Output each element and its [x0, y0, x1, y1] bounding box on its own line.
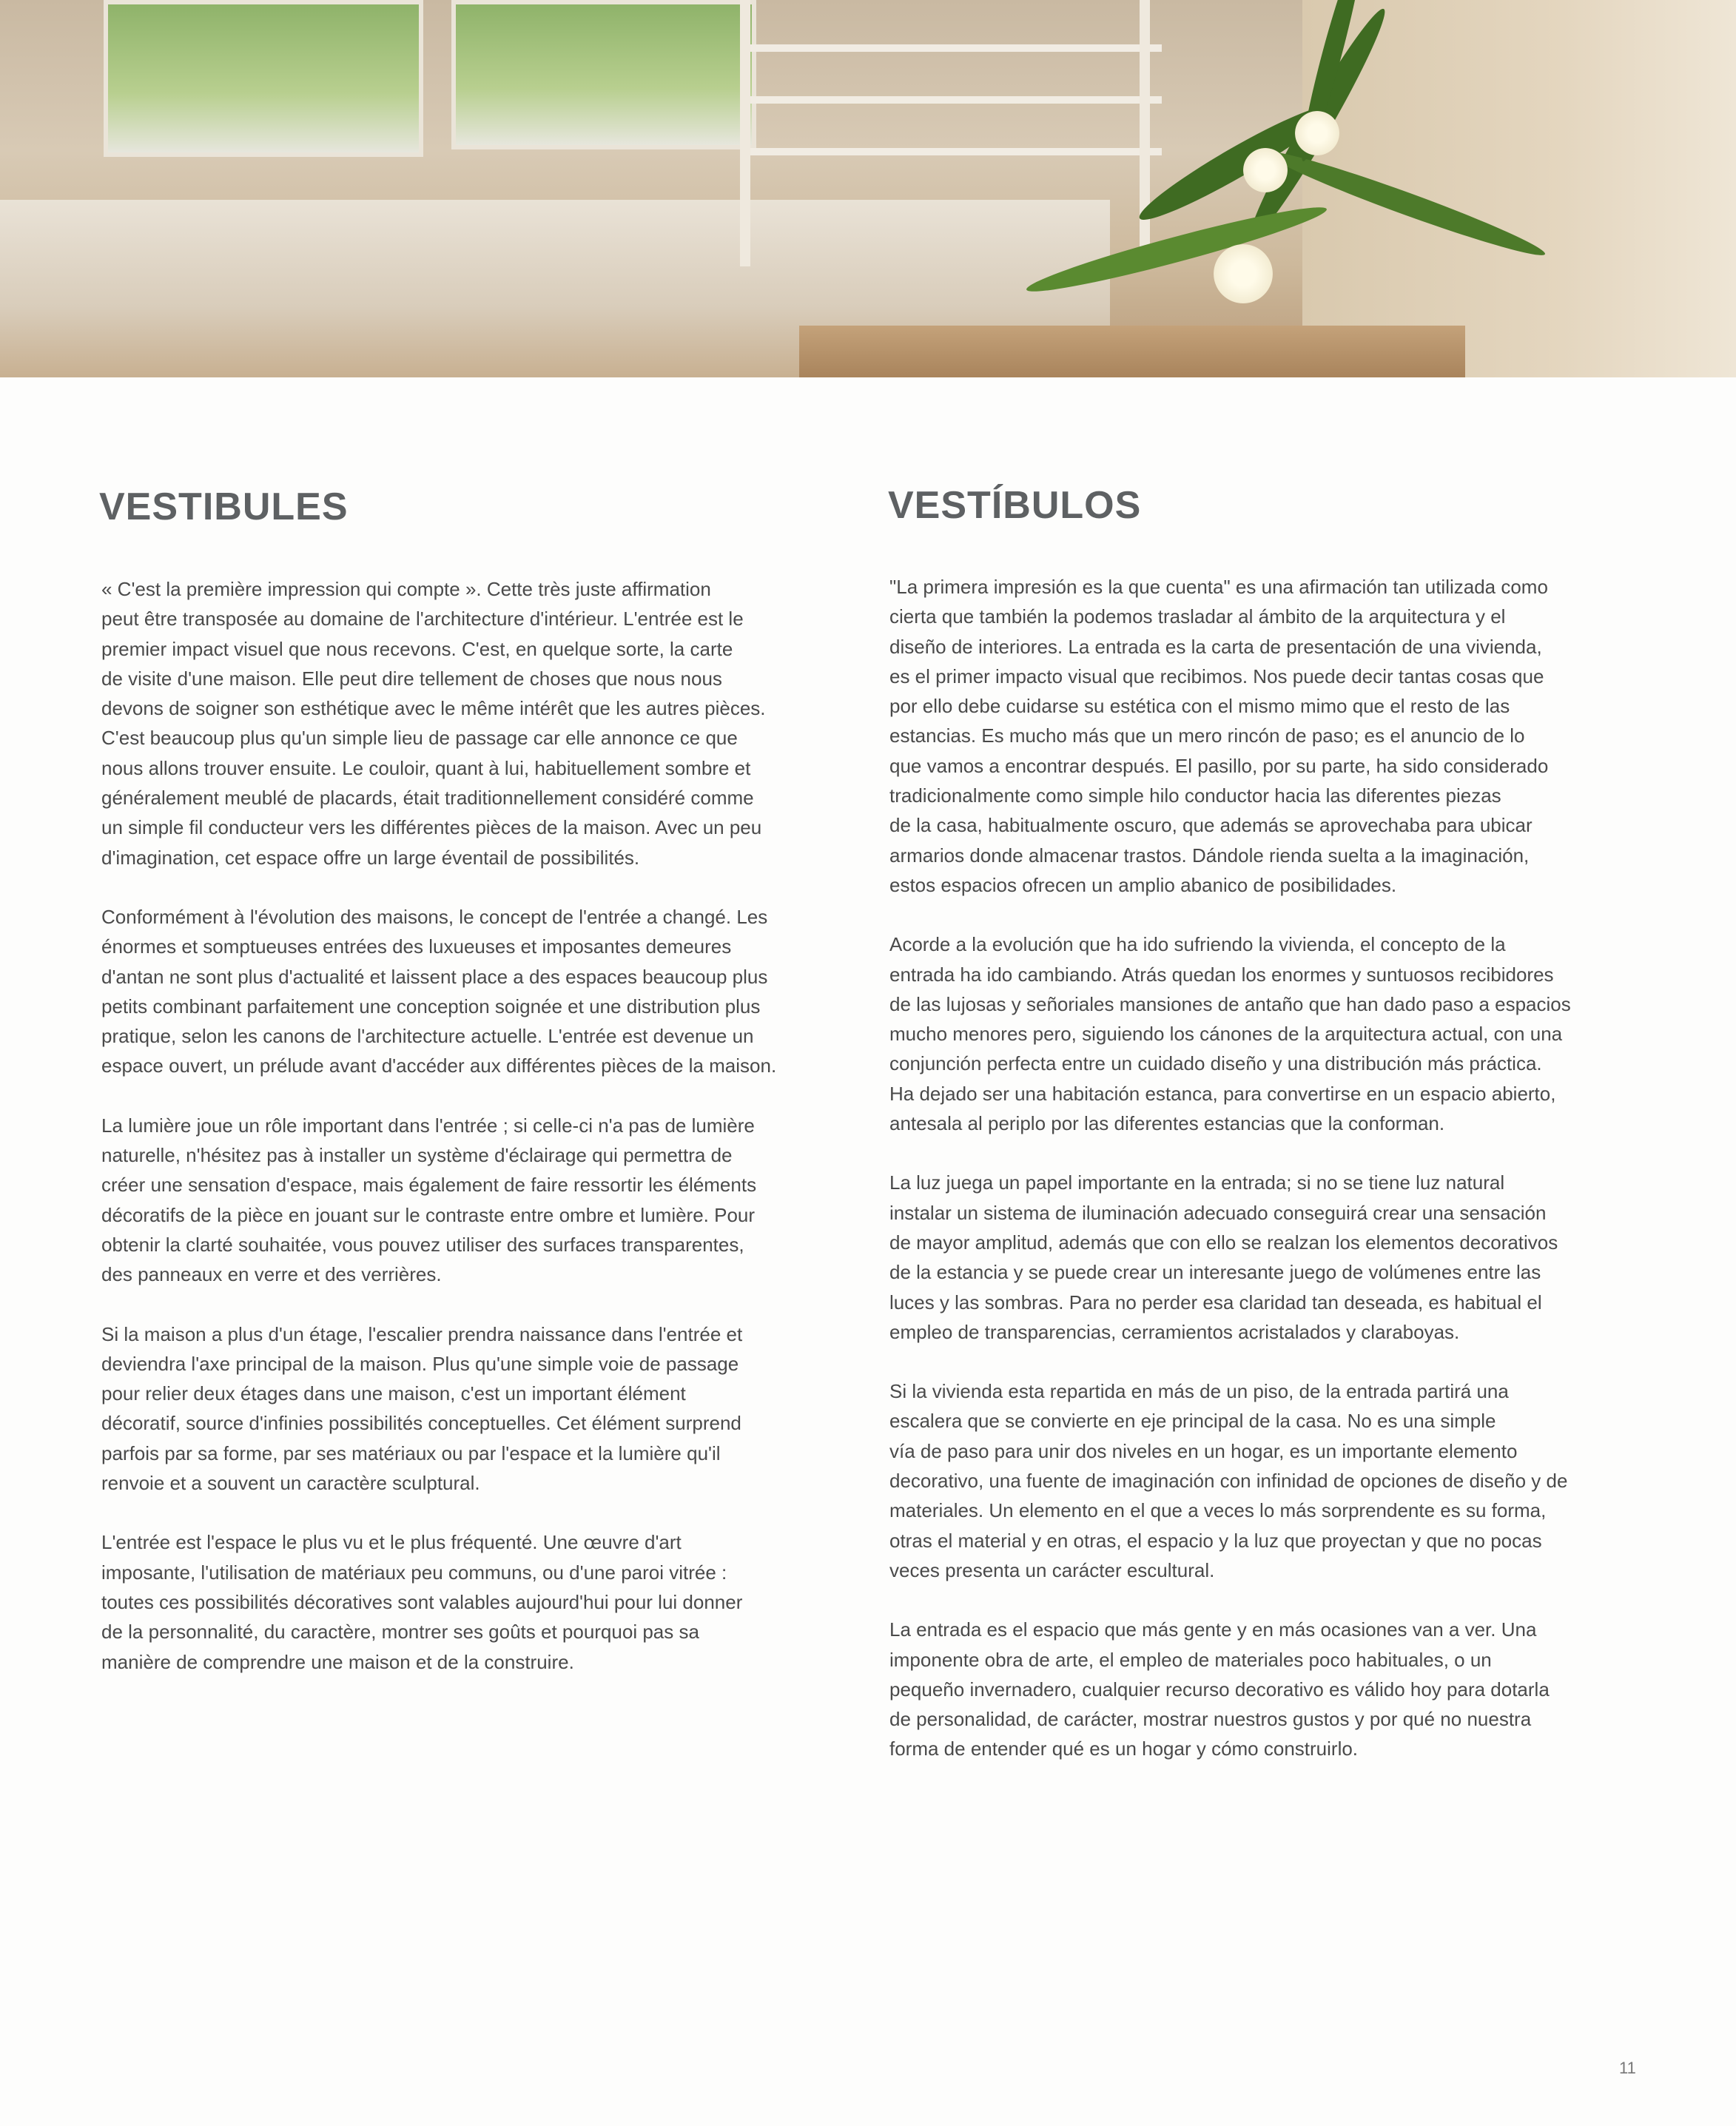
- text-line: armarios donde almacenar trastos. Dándole rienda suelta a la imaginación,: [889, 844, 1530, 867]
- text-line: décoratifs de la pièce en jouant sur le contraste entre ombre et lumière. Pour: [101, 1203, 756, 1226]
- paragraph: [101, 902, 856, 1081]
- paragraph: [889, 572, 1644, 900]
- text-line: d'antan ne sont plus d'actualité et laissent place a des espaces beaucoup plus: [101, 965, 768, 988]
- text-line: "La primera impresión es la que cuenta" es una afirmación tan utilizada como: [889, 576, 1548, 598]
- text-line: escalera que se convierte en eje principal de la casa. No es una simple: [889, 1410, 1496, 1433]
- text-line: de las lujosas y señoriales mansiones de antaño que han dado paso a espacios: [889, 992, 1571, 1015]
- text-line: des panneaux en verre et des verrières.: [101, 1263, 442, 1286]
- photo-railing: [747, 96, 1162, 104]
- heading-spanish: VESTÍBULOS: [888, 484, 1142, 527]
- text-line: mucho menores pero, siguiendo los cánones de la arquitectura actual, con una: [889, 1023, 1563, 1046]
- text-line: Si la maison a plus d'un étage, l'escalier prendra naissance dans l'entrée et: [101, 1322, 743, 1345]
- text-line: de personalidad, de carácter, mostrar nuestros gustos y por qué no nuestra: [889, 1708, 1532, 1731]
- lily-flower: [1214, 244, 1273, 303]
- text-line: vía de paso para unir dos niveles en un hogar, es un importante elemento: [889, 1439, 1518, 1462]
- hallway-photo: [0, 0, 1736, 377]
- text-line: Si la vivienda esta repartida en más de un piso, de la entrada partirá una: [889, 1380, 1509, 1403]
- text-line: énormes et somptueuses entrées des luxueuses et imposantes demeures: [101, 935, 732, 958]
- text-line: antesala al periplo por las diferentes estancias que la conforman.: [889, 1112, 1445, 1135]
- photo-railing: [747, 148, 1162, 155]
- lily-flower: [1243, 148, 1288, 192]
- text-line: entrada ha ido cambiando. Atrás quedan los enormes y suntuosos recibidores: [889, 963, 1554, 986]
- text-line: diseño de interiores. La entrada es la carta de presentación de una vivienda,: [889, 635, 1542, 658]
- text-line: instalar un sistema de iluminación adecuado conseguirá crear una sensación: [889, 1201, 1547, 1224]
- text-line: créer une sensation d'espace, mais également de faire ressortir les éléments: [101, 1174, 757, 1197]
- page-number: 11: [1619, 2059, 1636, 2077]
- text-line: imposante, l'utilisation de matériaux peu communs, ou d'une paroi vitrée :: [101, 1561, 727, 1584]
- paragraph: [889, 929, 1644, 1138]
- text-line: pratique, selon les canons de l'architecture actuelle. L'entrée est devenue un: [101, 1025, 754, 1048]
- text-line: deviendra l'axe principal de la maison. Plus qu'une simple voie de passage: [101, 1352, 739, 1375]
- text-line: obtenir la clarté souhaitée, vous pouvez utiliser des surfaces transparentes,: [101, 1233, 744, 1256]
- lily-flower: [1295, 111, 1339, 155]
- text-line: es el primer impacto visual que recibimos. Nos puede decir tantas cosas que: [889, 665, 1544, 687]
- text-line: materiales. Un elemento en el que a veces lo más sorprendente es su forma,: [889, 1499, 1547, 1522]
- text-line: decorativo, una fuente de imaginación con infinidad de opciones de diseño y de: [889, 1470, 1568, 1493]
- text-line: devons de soigner son esthétique avec le même intérêt que les autres pièces.: [101, 697, 766, 720]
- paragraph: [889, 1376, 1644, 1585]
- text-line: manière de comprendre une maison et de la construire.: [101, 1650, 574, 1673]
- photo-window: [451, 0, 756, 149]
- text-line: que vamos a encontrar después. El pasillo, por su parte, ha sido considerado: [889, 754, 1549, 777]
- paragraph: [889, 1168, 1644, 1347]
- text-line: empleo de transparencias, cerramientos acristalados y claraboyas.: [889, 1320, 1460, 1343]
- photo-railing-post: [740, 0, 750, 266]
- text-line: La lumière joue un rôle important dans l'entrée ; si celle-ci n'a pas de lumière: [101, 1114, 755, 1137]
- text-line: L'entrée est l'espace le plus vu et le plus fréquenté. Une œuvre d'art: [101, 1531, 682, 1554]
- text-line: pour relier deux étages dans une maison, c'est un important élément: [101, 1382, 686, 1405]
- text-line: renvoie et a souvent un caractère sculptural.: [101, 1472, 480, 1495]
- text-line: pequeño invernadero, cualquier recurso decorativo es válido hoy para dotarla: [889, 1678, 1550, 1701]
- text-line: luces y las sombras. Para no perder esa claridad tan deseada, es habitual el: [889, 1291, 1542, 1313]
- heading-french: VESTIBULES: [99, 485, 349, 528]
- text-line: estos espacios ofrecen un amplio abanico de posibilidades.: [889, 873, 1397, 896]
- paragraph: [101, 574, 856, 872]
- text-line: de visite d'une maison. Elle peut dire tellement de choses que nous nous: [101, 667, 722, 690]
- text-line: parfois par sa forme, par ses matériaux ou par l'espace et la lumière qu'il: [101, 1442, 721, 1464]
- french-text-column: [101, 574, 856, 1706]
- text-line: Ha dejado ser una habitación estanca, para convertirse en un espacio abierto,: [889, 1082, 1556, 1105]
- text-line: La entrada es el espacio que más gente y en más ocasiones van a ver. Una: [889, 1618, 1537, 1641]
- text-line: un simple fil conducteur vers les différentes pièces de la maison. Avec un peu: [101, 816, 762, 839]
- text-line: peut être transposée au domaine de l'architecture d'intérieur. L'entrée est le: [101, 608, 744, 630]
- text-line: premier impact visuel que nous recevons. C'est, en quelque sorte, la carte: [101, 637, 733, 660]
- text-line: La luz juega un papel importante en la entrada; si no se tiene luz natural: [889, 1171, 1505, 1194]
- text-line: veces presenta un carácter escultural.: [889, 1558, 1215, 1581]
- photo-window: [104, 0, 423, 157]
- photo-counter: [799, 326, 1465, 377]
- photo-railing: [747, 44, 1162, 52]
- paragraph: [101, 1111, 856, 1290]
- text-line: « C'est la première impression qui compte ». Cette très juste affirmation: [101, 578, 711, 600]
- text-line: C'est beaucoup plus qu'un simple lieu de passage car elle annonce ce que: [101, 727, 738, 750]
- text-line: conjunción perfecta entre un cuidado diseño y una distribución más práctica.: [889, 1052, 1542, 1075]
- text-line: forma de entender qué es un hogar y cómo construirlo.: [889, 1738, 1359, 1760]
- text-line: otras el material y en otras, el espacio y la luz que proyectan y que no pocas: [889, 1529, 1542, 1552]
- text-line: imponente obra de arte, el empleo de materiales poco habituales, o un: [889, 1648, 1492, 1671]
- text-line: espace ouvert, un prélude avant d'accéder aux différentes pièces de la maison.: [101, 1054, 777, 1077]
- text-line: toutes ces possibilités décoratives sont valables aujourd'hui pour lui donner: [101, 1590, 743, 1613]
- text-line: de mayor amplitud, además que con ello se realzan los elementos decorativos: [889, 1231, 1558, 1254]
- text-line: d'imagination, cet espace offre un large éventail de possibilités.: [101, 846, 640, 869]
- text-line: por ello debe cuidarse su estética con el mismo mimo que el resto de las: [889, 695, 1510, 718]
- text-line: naturelle, n'hésitez pas à installer un système d'éclairage qui permettra de: [101, 1144, 733, 1167]
- spanish-text-column: [889, 572, 1644, 1794]
- text-line: généralement meublé de placards, était traditionnellement considéré comme: [101, 787, 754, 810]
- text-line: de la casa, habitualmente oscuro, que además se aprovechaba para ubicar: [889, 814, 1533, 837]
- text-line: cierta que también la podemos trasladar al ámbito de la arquitectura y el: [889, 605, 1506, 628]
- text-line: décoratif, source d'infinies possibilités conceptuelles. Cet élément surprend: [101, 1412, 741, 1435]
- text-line: de la personnalité, du caractère, montrer ses goûts et pourquoi pas sa: [101, 1621, 699, 1644]
- paragraph: [101, 1527, 856, 1676]
- text-line: nous allons trouver ensuite. Le couloir, quant à lui, habituellement sombre et: [101, 756, 751, 779]
- text-line: estancias. Es mucho más que un mero rincón de paso; es el anuncio de lo: [889, 724, 1525, 747]
- text-line: de la estancia y se puede crear un interesante juego de volúmenes entre las: [889, 1261, 1541, 1284]
- paragraph: [101, 1319, 856, 1498]
- photo-railing-post: [1140, 0, 1150, 266]
- text-line: Conformément à l'évolution des maisons, le concept de l'entrée a changé. Les: [101, 905, 768, 928]
- paragraph: [889, 1615, 1644, 1763]
- text-line: Acorde a la evolución que ha ido sufriendo la vivienda, el concepto de la: [889, 933, 1506, 956]
- text-line: tradicionalmente como simple hilo conductor hacia las diferentes piezas: [889, 784, 1501, 807]
- text-line: petits combinant parfaitement une conception soignée et une distribution plus: [101, 995, 761, 1017]
